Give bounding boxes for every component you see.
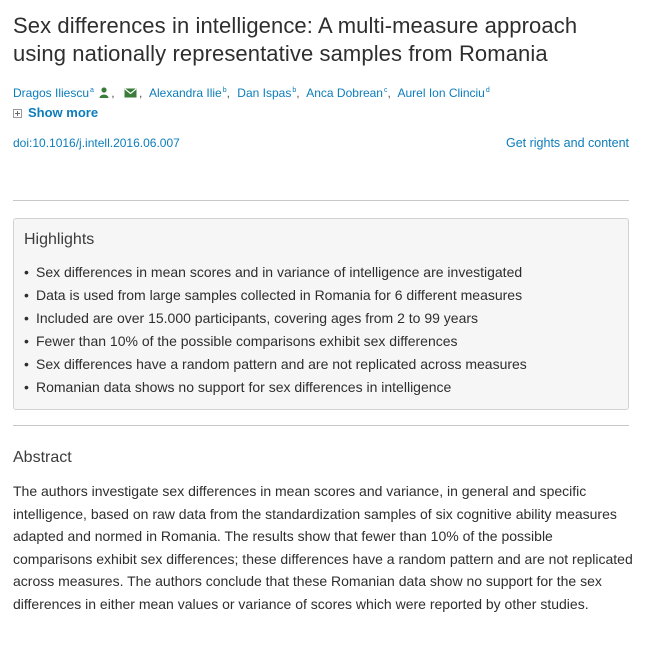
divider xyxy=(13,425,629,426)
author-link-clinciu[interactable] xyxy=(397,86,489,100)
highlight-item xyxy=(24,353,527,376)
separator: , xyxy=(226,86,230,100)
separator: , xyxy=(387,86,391,100)
highlight-item xyxy=(24,307,527,330)
bullet: • xyxy=(24,310,29,326)
bullet: • xyxy=(24,379,29,395)
highlights-list xyxy=(24,261,527,399)
bullet: • xyxy=(24,287,29,303)
rights-link[interactable]: Get rights and content xyxy=(506,136,629,150)
highlight-item xyxy=(24,284,527,307)
author-affiliation: a xyxy=(90,87,94,94)
abstract-text: The authors investigate sex differences in mean scores and variance, in general and specific intelligence, based on raw data from the standardization samples of six cognitive ability measures adapted and normed in Romania. The results show that fewer than 10% of the possible comparisons exhibit sex differences; these differences have a random pattern and are not replicated across measures. The authors conclude that these Romanian data show no support for the sex differences in either mean values or variance of scores which were reported by other studies. xyxy=(13,483,633,612)
show-more-button[interactable] xyxy=(13,105,629,121)
author-name: Alexandra Ilie xyxy=(148,86,222,100)
article-page xyxy=(13,0,633,612)
author-list xyxy=(13,83,629,102)
author-affiliation: b xyxy=(292,87,297,94)
highlight-text: Fewer than 10% of the possible comparisons exhibit sex differences xyxy=(36,333,458,349)
highlight-text: Sex differences in mean scores and in variance of intelligence are investigated xyxy=(36,264,523,280)
article-meta xyxy=(13,135,629,151)
show-more-label: Show more xyxy=(28,105,99,120)
author-link-ilie[interactable] xyxy=(149,86,227,100)
author-name: Dan Ispas xyxy=(237,86,292,100)
author-name: Aurel Ion Clinciu xyxy=(397,86,485,100)
separator: , xyxy=(111,86,115,100)
highlight-text: Included are over 15.000 participants, covering ages from 2 to 99 years xyxy=(36,310,479,326)
bullet: • xyxy=(24,264,29,280)
divider xyxy=(13,200,629,201)
highlight-item xyxy=(24,330,527,353)
author-affiliation: d xyxy=(485,87,490,94)
author-link-iliescu[interactable] xyxy=(13,86,94,100)
person-icon[interactable] xyxy=(99,86,109,102)
author-name: Anca Dobrean xyxy=(306,86,383,100)
highlight-item xyxy=(24,261,527,284)
article-title: Sex differences in intelligence: A multi-measure approach using nationally representative samples from Romania xyxy=(13,13,578,66)
highlights-heading: Highlights xyxy=(24,231,95,248)
bullet: • xyxy=(24,356,29,372)
author-link-dobrean[interactable] xyxy=(306,86,387,100)
separator: , xyxy=(296,86,300,100)
highlight-text: Romanian data shows no support for sex differences in intelligence xyxy=(36,379,452,395)
highlight-item xyxy=(24,376,527,399)
highlight-text: Data is used from large samples collected in Romania for 6 different measures xyxy=(36,287,523,303)
author-name: Dragos Iliescu xyxy=(13,86,90,100)
highlight-text: Sex differences have a random pattern and are not replicated across measures xyxy=(36,356,527,372)
author-affiliation: c xyxy=(383,87,388,94)
highlights-box xyxy=(13,218,629,410)
abstract-heading: Abstract xyxy=(13,449,72,466)
mail-icon[interactable] xyxy=(124,86,137,102)
doi-link[interactable]: doi:10.1016/j.intell.2016.06.007 xyxy=(13,136,180,150)
author-affiliation: b xyxy=(222,87,227,94)
bullet: • xyxy=(24,333,29,349)
plus-icon xyxy=(13,109,22,118)
separator: , xyxy=(138,86,143,100)
author-link-ispas[interactable] xyxy=(237,86,296,100)
